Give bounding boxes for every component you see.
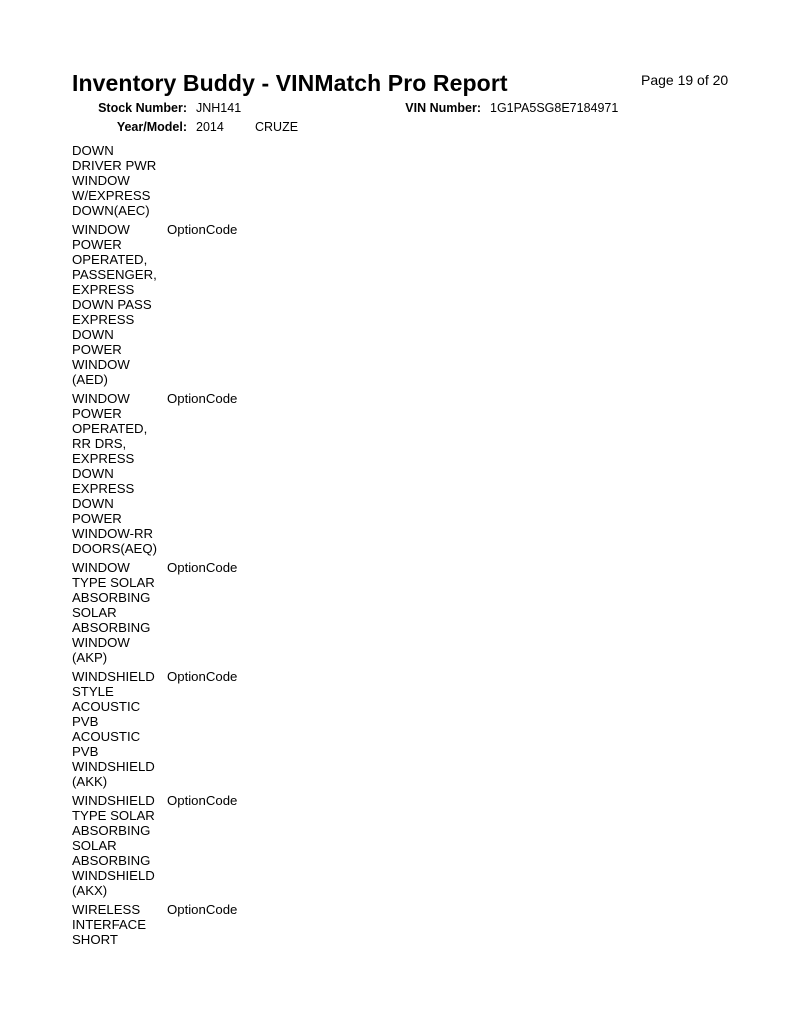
option-row — [72, 143, 372, 218]
option-row — [72, 222, 372, 387]
option-name: WINDSHIELD TYPE SOLAR ABSORBING SOLAR ABSORBING WINDSHIELD (AKX) — [72, 793, 155, 898]
vin-number-value: 1G1PA5SG8E7184971 — [490, 101, 619, 115]
page-number: Page 19 of 20 — [641, 72, 729, 88]
option-list — [72, 143, 372, 951]
option-name: WINDOW TYPE SOLAR ABSORBING SOLAR ABSORBING WINDOW (AKP) — [72, 560, 155, 665]
option-type: OptionCode — [167, 793, 238, 808]
option-row — [72, 391, 372, 556]
option-type: OptionCode — [167, 560, 238, 575]
option-row — [72, 902, 372, 947]
stock-number-value: JNH141 — [196, 101, 242, 115]
model-value: CRUZE — [255, 120, 299, 134]
year-value: 2014 — [196, 120, 224, 134]
option-type: OptionCode — [167, 391, 238, 406]
vin-number-label: VIN Number: — [405, 101, 481, 115]
option-type: OptionCode — [167, 669, 238, 684]
option-row — [72, 669, 372, 789]
option-row — [72, 560, 372, 665]
option-name: WINDSHIELD STYLE ACOUSTIC PVB ACOUSTIC PVB WINDSHIELD (AKK) — [72, 669, 155, 789]
report-title: Inventory Buddy - VINMatch Pro Report — [72, 70, 508, 96]
stock-number-label: Stock Number: — [98, 101, 187, 115]
option-type: OptionCode — [167, 222, 238, 237]
option-name: WINDOW POWER OPERATED, RR DRS, EXPRESS DOWN EXPRESS DOWN POWER WINDOW-RR DOORS(AEQ) — [72, 391, 157, 556]
option-type: OptionCode — [167, 902, 238, 917]
option-row — [72, 793, 372, 898]
year-model-label: Year/Model: — [116, 120, 187, 134]
option-name: DOWN DRIVER PWR WINDOW W/EXPRESS DOWN(AEC) — [72, 143, 157, 218]
option-name: WIRELESS INTERFACE SHORT — [72, 902, 147, 947]
option-name: WINDOW POWER OPERATED, PASSENGER, EXPRESS DOWN PASS EXPRESS DOWN POWER WINDOW (AED) — [72, 222, 157, 387]
